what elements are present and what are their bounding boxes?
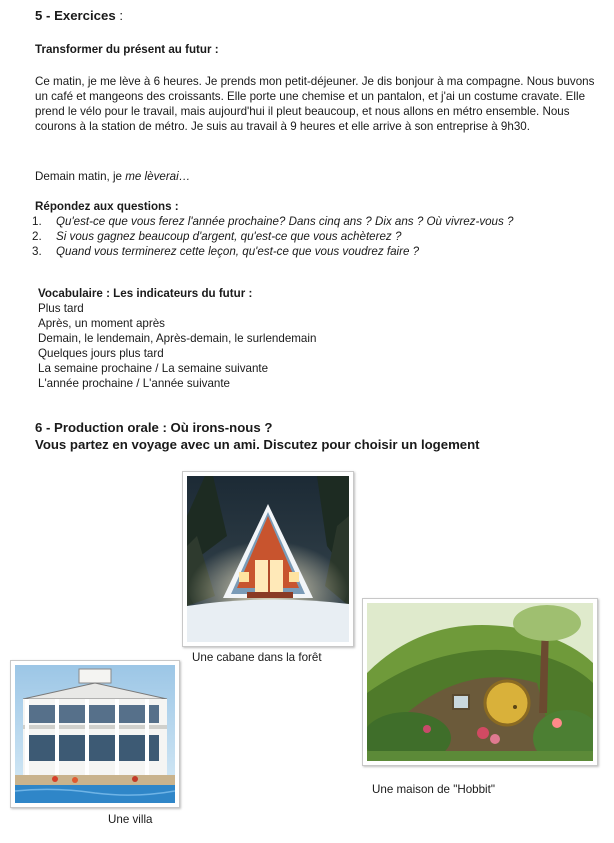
hobbit-image — [367, 603, 593, 761]
section5-heading — [35, 8, 595, 24]
section5-title: Exercices — [54, 8, 116, 23]
vocab-title: Vocabulaire : Les indicateurs du futur : — [38, 287, 253, 300]
villa-caption: Une villa — [108, 813, 153, 826]
vocab-item: Après, un moment après — [38, 317, 165, 330]
section5-title-suffix: : — [115, 8, 123, 23]
example-italic: me lèverai… — [125, 170, 191, 183]
question-number: 1. — [32, 215, 42, 228]
vocab-item: L'année prochaine / L'année suivante — [38, 377, 231, 390]
questions-title: Répondez aux questions : — [35, 200, 179, 213]
cabin-caption: Une cabane dans la forêt — [192, 651, 322, 664]
cabin-photo — [182, 471, 354, 647]
question-text: Qu'est-ce que vous ferez l'année prochaine? Dans cinq ans ? Dix ans ? Où vivrez-vous ? — [56, 215, 514, 228]
task-title: Transformer du présent au futur : — [35, 43, 219, 56]
vocab-item: Demain, le lendemain, Après-demain, le surlendemain — [38, 332, 317, 345]
question-text: Si vous gagnez beaucoup d'argent, qu'est-ce que vous achèterez ? — [56, 230, 402, 243]
question-text: Quand vous terminerez cette leçon, qu'est-ce que vous voudrez faire ? — [56, 245, 420, 258]
vocab-item: La semaine prochaine / La semaine suivante — [38, 362, 269, 375]
questions-list — [32, 214, 602, 259]
cabin-image — [187, 476, 349, 642]
question-item — [32, 229, 602, 244]
question-number: 3. — [32, 245, 42, 258]
hobbit-photo — [362, 598, 598, 766]
question-item — [32, 244, 602, 259]
exercise-paragraph: Ce matin, je me lève à 6 heures. Je prends mon petit-déjeuner. Je dis bonjour à ma compagne. Nous buvons un café et mangeons des croissants. Elle porte une chemise et un pantalon, et j'ai un costume cravate. Elle prend le vélo pour le travail, mais aujourd'hui il pleut beaucoup, et nous allons en métro ensemble. Nous courons à la station de métro. Je suis au travail à 9 heures et elle arrive à son entreprise à 9h30. — [35, 75, 595, 133]
example-sentence — [35, 169, 595, 184]
villa-image — [15, 665, 175, 803]
vocab-list — [38, 301, 578, 391]
question-number: 2. — [32, 230, 42, 243]
section6-title: 6 - Production orale : Où irons-nous ? — [35, 420, 273, 435]
hobbit-caption: Une maison de "Hobbit" — [372, 783, 495, 796]
example-prefix: Demain matin, je — [35, 170, 126, 183]
vocab-item: Plus tard — [38, 302, 84, 315]
question-item — [32, 214, 602, 229]
villa-photo — [10, 660, 180, 808]
section6-subtitle: Vous partez en voyage avec un ami. Discutez pour choisir un logement — [35, 437, 480, 452]
vocab-item: Quelques jours plus tard — [38, 347, 164, 360]
section5-number: 5 - — [35, 8, 55, 23]
